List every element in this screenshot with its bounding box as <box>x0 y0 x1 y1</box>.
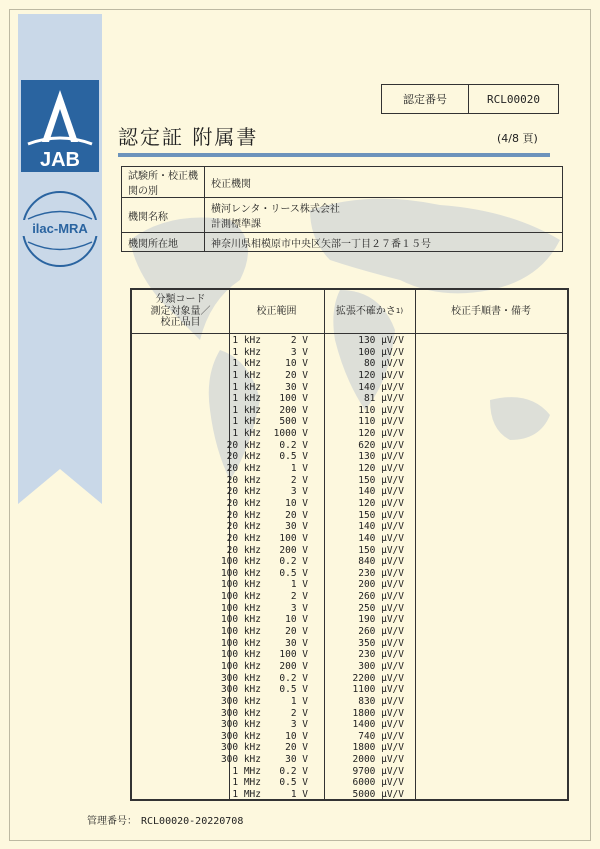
uncertainty-cell: 350 μV/V <box>358 637 404 649</box>
table-row <box>132 556 567 568</box>
management-number <box>87 812 243 827</box>
frequency-cell: 20 kHz <box>226 544 261 556</box>
voltage-cell: 30 V <box>285 381 308 393</box>
name-label: 機関名称 <box>122 198 205 233</box>
frequency-cell: 300 kHz <box>220 695 261 707</box>
table-row <box>132 789 567 801</box>
frequency-cell: 100 kHz <box>220 626 261 638</box>
table-row <box>132 370 567 382</box>
frequency-cell: 100 kHz <box>220 567 261 579</box>
voltage-cell: 20 V <box>285 369 308 381</box>
header-uncertainty <box>324 290 415 333</box>
uncertainty-cell: 830 μV/V <box>358 695 404 707</box>
frequency-cell: 100 kHz <box>220 591 261 603</box>
jab-logo <box>21 80 99 172</box>
uncertainty-cell: 620 μV/V <box>358 439 404 451</box>
frequency-cell: 100 kHz <box>220 660 261 672</box>
name-line-2: 計測標準課 <box>211 219 261 230</box>
uncertainty-cell: 5000 μV/V <box>352 788 404 800</box>
uncertainty-cell: 140 μV/V <box>358 521 404 533</box>
frequency-cell: 1 kHz <box>232 381 261 393</box>
management-label: 管理番号： <box>87 816 137 827</box>
uncertainty-cell: 100 μV/V <box>358 346 404 358</box>
frequency-cell: 300 kHz <box>220 742 261 754</box>
frequency-cell: 1 MHz <box>232 765 261 777</box>
uncertainty-cell: 81 μV/V <box>363 393 404 405</box>
table-row <box>132 463 567 475</box>
table-row <box>132 428 567 440</box>
uncertainty-cell: 130 μV/V <box>358 451 404 463</box>
voltage-cell: 2 V <box>290 474 308 486</box>
frequency-cell: 1 kHz <box>232 369 261 381</box>
uncertainty-cell: 140 μV/V <box>358 486 404 498</box>
voltage-cell: 200 V <box>279 544 308 556</box>
header-code <box>132 290 229 333</box>
table-row <box>132 347 567 359</box>
header-range: 校正範囲 <box>256 305 297 317</box>
voltage-cell: 2 V <box>290 707 308 719</box>
ilac-text: ilac-MRA <box>32 221 88 236</box>
uncertainty-cell: 9700 μV/V <box>352 765 404 777</box>
frequency-cell: 1 kHz <box>232 335 261 346</box>
uncertainty-cell: 740 μV/V <box>358 730 404 742</box>
type-value: 校正機関 <box>205 167 563 198</box>
uncertainty-cell: 150 μV/V <box>358 474 404 486</box>
voltage-cell: 100 V <box>279 649 308 661</box>
table-row <box>132 393 567 405</box>
uncertainty-cell: 140 μV/V <box>358 532 404 544</box>
uncertainty-cell: 260 μV/V <box>358 591 404 603</box>
frequency-cell: 20 kHz <box>226 509 261 521</box>
voltage-cell: 500 V <box>279 416 308 428</box>
address-label: 機関所在地 <box>122 233 205 252</box>
voltage-cell: 0.2 V <box>279 672 308 684</box>
header-code-line-3: 校正品目 <box>160 317 201 329</box>
header-procedure: 校正手順書・備考 <box>451 305 531 317</box>
frequency-cell: 1 kHz <box>232 404 261 416</box>
uncertainty-cell: 1100 μV/V <box>352 684 404 696</box>
table-row <box>132 696 567 708</box>
voltage-cell: 3 V <box>290 486 308 498</box>
uncertainty-cell: 130 μV/V <box>358 335 404 346</box>
table-row <box>132 754 567 766</box>
table-row <box>132 498 567 510</box>
frequency-cell: 300 kHz <box>220 684 261 696</box>
voltage-cell: 10 V <box>285 497 308 509</box>
table-row <box>132 521 567 533</box>
frequency-cell: 1 kHz <box>232 393 261 405</box>
voltage-cell: 3 V <box>290 346 308 358</box>
voltage-cell: 20 V <box>285 509 308 521</box>
voltage-cell: 10 V <box>285 730 308 742</box>
frequency-cell: 1 MHz <box>232 777 261 789</box>
uncertainty-cell: 110 μV/V <box>358 404 404 416</box>
institution-info-table <box>121 166 563 252</box>
frequency-cell: 1 kHz <box>232 346 261 358</box>
table-row <box>132 649 567 661</box>
cert-number-label: 認定番号 <box>382 85 469 113</box>
table-row <box>132 579 567 591</box>
jab-text: JAB <box>39 149 81 171</box>
header-code-line-1: 分類コード <box>155 294 206 306</box>
table-row <box>132 766 567 778</box>
uncertainty-cell: 260 μV/V <box>358 626 404 638</box>
uncertainty-cell: 120 μV/V <box>358 497 404 509</box>
frequency-cell: 1 kHz <box>232 358 261 370</box>
frequency-cell: 100 kHz <box>220 556 261 568</box>
voltage-cell: 1000 V <box>273 428 308 440</box>
voltage-cell: 1 V <box>290 788 308 800</box>
table-row <box>132 405 567 417</box>
table-row <box>132 510 567 522</box>
table-row <box>132 440 567 452</box>
table-row <box>132 486 567 498</box>
uncertainty-cell: 150 μV/V <box>358 544 404 556</box>
voltage-cell: 1 V <box>290 695 308 707</box>
frequency-cell: 1 MHz <box>232 788 261 800</box>
voltage-cell: 0.5 V <box>279 684 308 696</box>
name-line-1: 横河レンタ・リース株式会社 <box>211 204 340 215</box>
table-row <box>132 382 567 394</box>
table-row <box>132 603 567 615</box>
table-row <box>132 591 567 603</box>
table-row <box>132 661 567 673</box>
accreditation-ribbon <box>18 14 102 504</box>
frequency-cell: 1 kHz <box>232 428 261 440</box>
uncertainty-cell: 140 μV/V <box>358 381 404 393</box>
uncertainty-cell: 840 μV/V <box>358 556 404 568</box>
frequency-cell: 300 kHz <box>220 754 261 766</box>
table-row <box>132 777 567 789</box>
voltage-cell: 1 V <box>290 463 308 475</box>
uncertainty-cell: 6000 μV/V <box>352 777 404 789</box>
frequency-cell: 20 kHz <box>226 463 261 475</box>
frequency-cell: 100 kHz <box>220 579 261 591</box>
voltage-cell: 200 V <box>279 404 308 416</box>
title-rule <box>118 153 550 157</box>
voltage-cell: 30 V <box>285 521 308 533</box>
header-code-line-2: 測定対象量／ <box>150 305 211 317</box>
voltage-cell: 3 V <box>290 602 308 614</box>
uncertainty-cell: 120 μV/V <box>358 428 404 440</box>
frequency-cell: 20 kHz <box>226 451 261 463</box>
voltage-cell: 0.5 V <box>279 451 308 463</box>
type-label: 試験所・校正機関の別 <box>122 167 205 198</box>
voltage-cell: 200 V <box>279 660 308 672</box>
frequency-cell: 20 kHz <box>226 521 261 533</box>
frequency-cell: 300 kHz <box>220 707 261 719</box>
table-row <box>132 416 567 428</box>
voltage-cell: 0.2 V <box>279 765 308 777</box>
table-row <box>132 614 567 626</box>
frequency-cell: 20 kHz <box>226 486 261 498</box>
table-row <box>132 475 567 487</box>
table-row <box>132 731 567 743</box>
uncertainty-cell: 120 μV/V <box>358 369 404 381</box>
table-body <box>132 335 567 801</box>
uncertainty-cell: 150 μV/V <box>358 509 404 521</box>
voltage-cell: 20 V <box>285 742 308 754</box>
voltage-cell: 2 V <box>290 335 308 346</box>
table-row <box>132 335 567 347</box>
uncertainty-cell: 2200 μV/V <box>352 672 404 684</box>
uncertainty-cell: 1800 μV/V <box>352 707 404 719</box>
voltage-cell: 0.5 V <box>279 777 308 789</box>
voltage-cell: 0.2 V <box>279 439 308 451</box>
voltage-cell: 2 V <box>290 591 308 603</box>
uncertainty-cell: 2000 μV/V <box>352 754 404 766</box>
table-row <box>132 533 567 545</box>
frequency-cell: 20 kHz <box>226 439 261 451</box>
frequency-cell: 20 kHz <box>226 532 261 544</box>
table-row <box>132 451 567 463</box>
frequency-cell: 300 kHz <box>220 719 261 731</box>
voltage-cell: 100 V <box>279 393 308 405</box>
voltage-cell: 20 V <box>285 626 308 638</box>
table-row <box>132 708 567 720</box>
frequency-cell: 300 kHz <box>220 730 261 742</box>
table-row <box>132 358 567 370</box>
table-row <box>132 638 567 650</box>
voltage-cell: 30 V <box>285 754 308 766</box>
uncertainty-cell: 120 μV/V <box>358 463 404 475</box>
uncertainty-cell: 110 μV/V <box>358 416 404 428</box>
table-row <box>132 742 567 754</box>
uncertainty-cell: 230 μV/V <box>358 649 404 661</box>
voltage-cell: 30 V <box>285 637 308 649</box>
uncertainty-cell: 190 μV/V <box>358 614 404 626</box>
uncertainty-cell: 1400 μV/V <box>352 719 404 731</box>
frequency-cell: 100 kHz <box>220 649 261 661</box>
uncertainty-cell: 250 μV/V <box>358 602 404 614</box>
header-uncertainty-text: 拡張不確かさ <box>335 305 396 317</box>
certification-number-box <box>381 84 559 114</box>
voltage-cell: 3 V <box>290 719 308 731</box>
voltage-cell: 10 V <box>285 358 308 370</box>
uncertainty-cell: 1800 μV/V <box>352 742 404 754</box>
name-value <box>205 198 563 233</box>
uncertainty-cell: 230 μV/V <box>358 567 404 579</box>
frequency-cell: 1 kHz <box>232 416 261 428</box>
uncertainty-cell: 80 μV/V <box>363 358 404 370</box>
table-row <box>132 684 567 696</box>
voltage-cell: 10 V <box>285 614 308 626</box>
voltage-cell: 1 V <box>290 579 308 591</box>
voltage-cell: 0.2 V <box>279 556 308 568</box>
frequency-cell: 100 kHz <box>220 614 261 626</box>
uncertainty-cell: 300 μV/V <box>358 660 404 672</box>
cert-number-value: RCL00020 <box>487 92 540 106</box>
header-uncertainty-note: 1) <box>395 306 404 315</box>
table-header <box>132 290 567 334</box>
frequency-cell: 100 kHz <box>220 602 261 614</box>
frequency-cell: 300 kHz <box>220 672 261 684</box>
calibration-table <box>130 288 569 801</box>
frequency-cell: 20 kHz <box>226 497 261 509</box>
management-value: RCL00020-20220708 <box>141 816 244 827</box>
table-row <box>132 545 567 557</box>
table-row <box>132 626 567 638</box>
table-row <box>132 673 567 685</box>
frequency-cell: 20 kHz <box>226 474 261 486</box>
voltage-cell: 100 V <box>279 532 308 544</box>
address-value: 神奈川県相模原市中央区矢部一丁目２７番１５号 <box>205 233 563 252</box>
table-row <box>132 719 567 731</box>
page-indicator: (4/8 頁) <box>497 132 538 145</box>
page-title: 認定証 附属書 <box>118 125 259 149</box>
table-row <box>132 568 567 580</box>
voltage-cell: 0.5 V <box>279 567 308 579</box>
frequency-cell: 100 kHz <box>220 637 261 649</box>
uncertainty-cell: 200 μV/V <box>358 579 404 591</box>
